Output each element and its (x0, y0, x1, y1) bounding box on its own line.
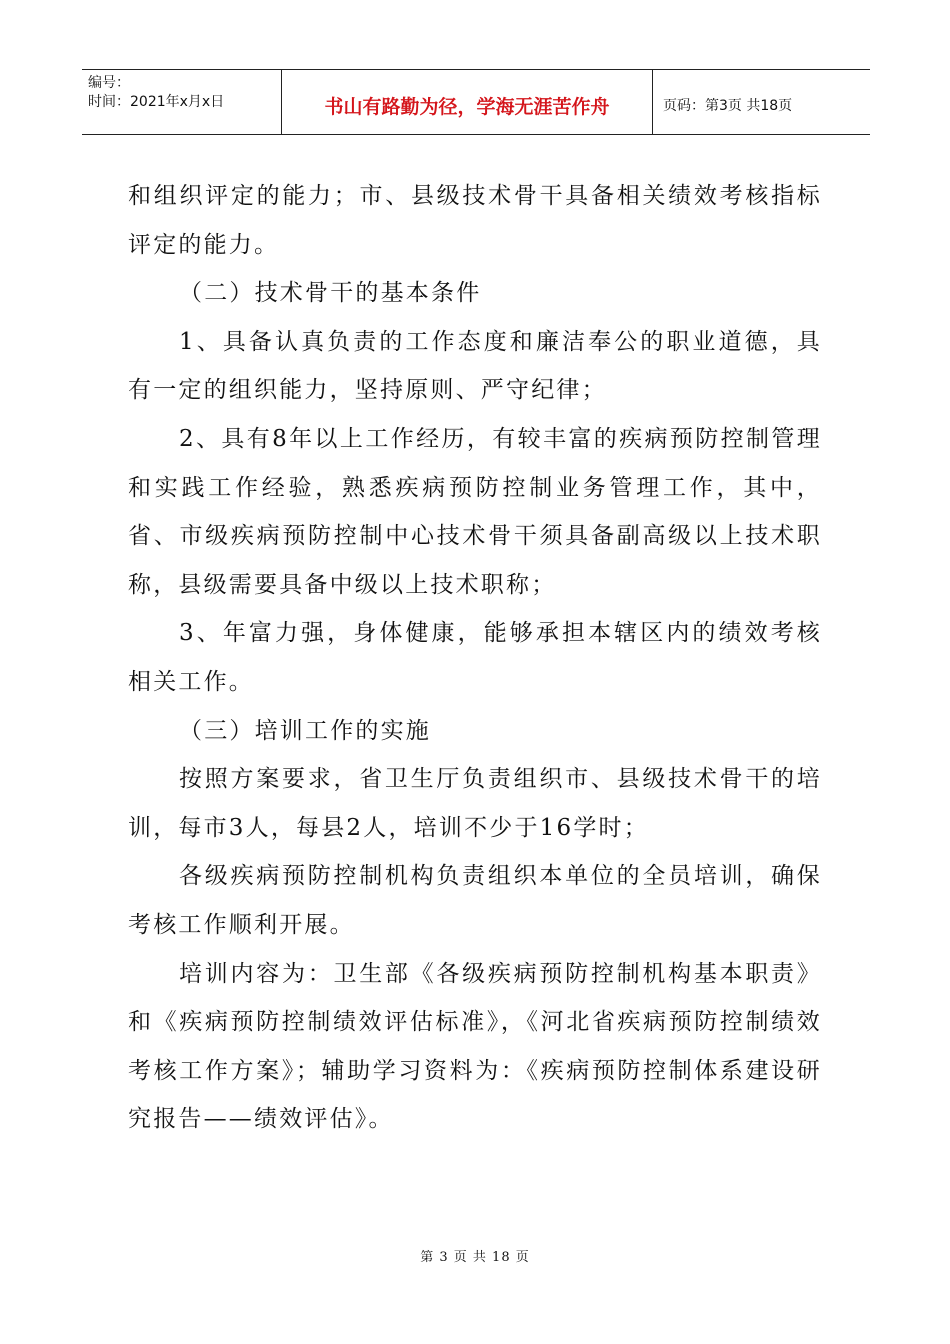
paragraph: 和组织评定的能力；市、县级技术骨干具备相关绩效考核指标评定的能力。 (128, 183, 822, 258)
header-motto: 书山有路勤为径，学海无涯苦作舟 (282, 70, 653, 134)
paragraph: 2、具有8年以上工作经历，有较丰富的疾病预防控制管理和实践工作经验，熟悉疾病预防控制业务管理工作，其中，省、市级疾病预防控制中心技术骨干须具备副高级以上技术职称，县级需要具备中级以上技术职称； (128, 425, 822, 598)
paragraph: 培训内容为：卫生部《各级疾病预防控制机构基本职责》和《疾病预防控制绩效评估标准》，《河北省疾病预防控制绩效考核工作方案》；辅助学习资料为：《疾病预防控制体系建设研究报告——绩效评估》。 (128, 960, 822, 1133)
paragraph: 3、年富力强，身体健康，能够承担本辖区内的绩效考核相关工作。 (128, 620, 822, 695)
section-heading: （三）培训工作的实施 (179, 717, 431, 744)
paragraph: 按照方案要求，省卫生厅负责组织市、县级技术骨干的培训，每市3人，每县2人，培训不少于16学时； (128, 766, 822, 841)
section-heading: （二）技术骨干的基本条件 (179, 280, 482, 307)
document-number-label: 编号： (88, 75, 130, 91)
page-footer: 第 3 页 共 18 页 (420, 1250, 530, 1265)
header-meta (82, 70, 282, 134)
document-body (128, 172, 822, 1144)
paragraph: 1、具备认真负责的工作态度和廉洁奉公的职业道德，具有一定的组织能力，坚持原则、严守纪律； (128, 328, 822, 404)
header-page-info: 页码：第3页 共18页 (663, 98, 793, 114)
document-date: 时间：2021年x月x日 (88, 94, 225, 110)
paragraph: 各级疾病预防控制机构负责组织本单位的全员培训，确保考核工作顺利开展。 (128, 863, 822, 938)
page-header (82, 69, 870, 135)
